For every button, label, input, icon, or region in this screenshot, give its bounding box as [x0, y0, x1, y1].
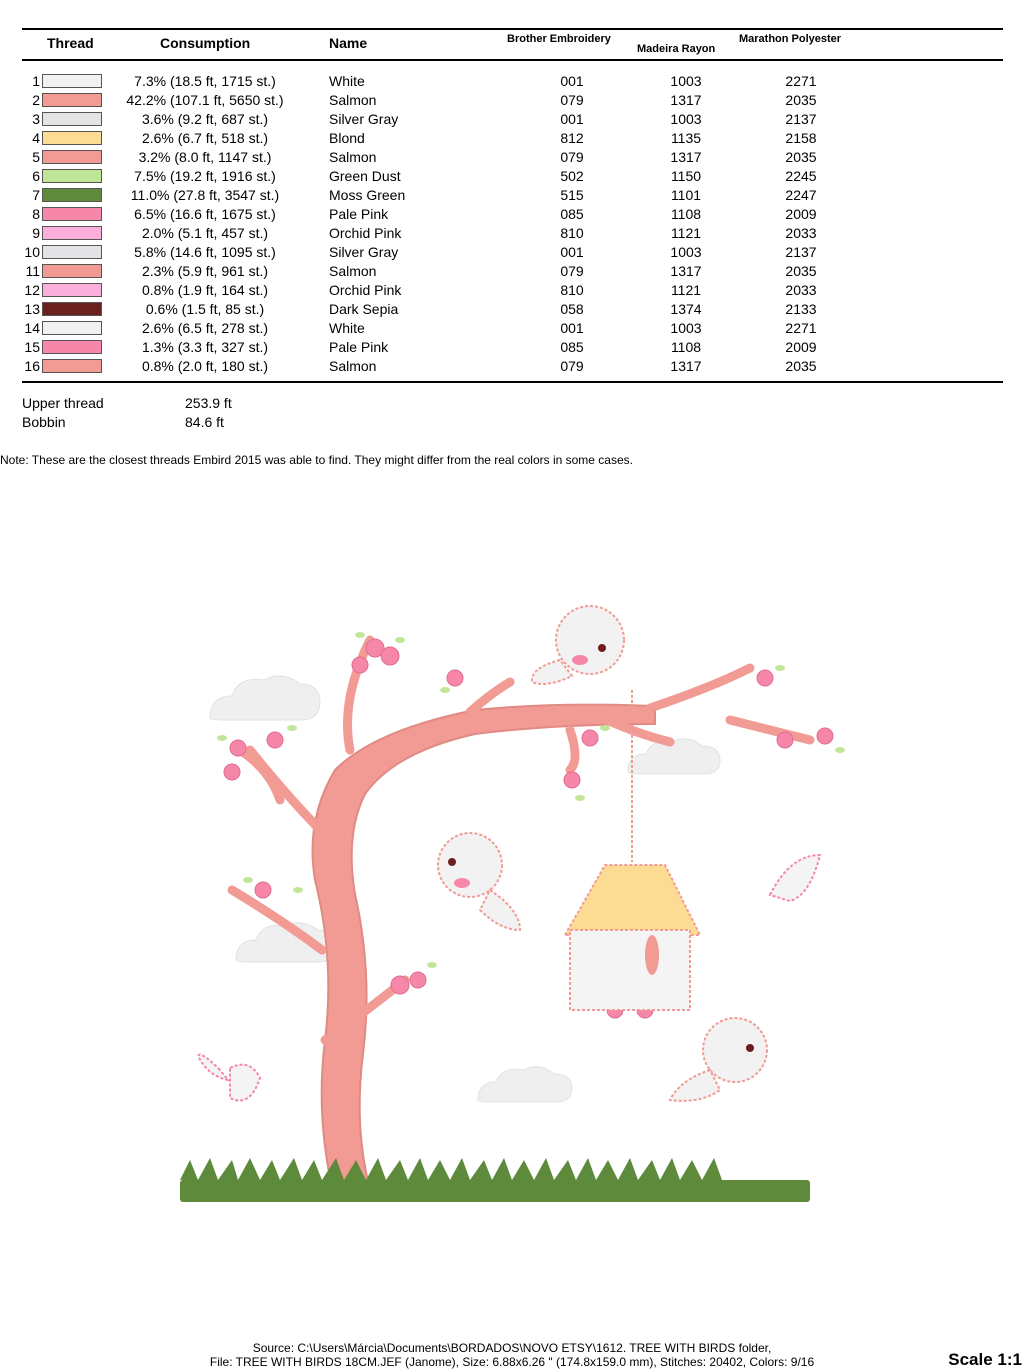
thread-row	[0, 300, 1024, 319]
header-bottom-rule	[22, 59, 1003, 61]
header-brother: Brother Embroidery	[507, 33, 611, 45]
brother-code: 001	[560, 244, 584, 260]
thread-consumption: 7.3% (18.5 ft, 1715 st.)	[134, 73, 276, 89]
thread-row	[0, 281, 1024, 300]
madeira-code: 1150	[670, 168, 702, 184]
thread-color-swatch	[42, 150, 102, 164]
marathon-code: 2137	[785, 111, 817, 127]
upper-thread-value: 253.9 ft	[185, 395, 232, 411]
thread-name: Dark Sepia	[329, 301, 399, 317]
thread-color-swatch	[42, 321, 102, 335]
thread-name: Orchid Pink	[329, 282, 402, 298]
thread-name: Salmon	[329, 358, 377, 374]
thread-color-swatch	[42, 112, 102, 126]
madeira-code: 1003	[670, 73, 702, 89]
madeira-code: 1003	[670, 111, 702, 127]
thread-color-swatch	[42, 169, 102, 183]
thread-color-swatch	[42, 207, 102, 221]
thread-row	[0, 338, 1024, 357]
marathon-code: 2035	[785, 263, 817, 279]
thread-consumption: 3.2% (8.0 ft, 1147 st.)	[138, 149, 272, 165]
thread-consumption: 2.6% (6.7 ft, 518 st.)	[141, 130, 269, 146]
thread-number: 5	[32, 149, 40, 165]
thread-name: Silver Gray	[329, 244, 399, 260]
thread-name: Pale Pink	[329, 206, 389, 222]
thread-consumption: 2.3% (5.9 ft, 961 st.)	[141, 263, 269, 279]
thread-number: 9	[32, 225, 40, 241]
thread-name: Moss Green	[329, 187, 406, 203]
thread-consumption: 11.0% (27.8 ft, 3547 st.)	[130, 187, 280, 203]
upper-thread-label: Upper thread	[22, 395, 104, 411]
thread-name: Green Dust	[329, 168, 401, 184]
marathon-code: 2009	[785, 206, 817, 222]
thread-number: 3	[32, 111, 40, 127]
thread-row	[0, 148, 1024, 167]
thread-number: 11	[25, 263, 40, 279]
thread-name: Salmon	[329, 263, 377, 279]
marathon-code: 2035	[785, 92, 817, 108]
brother-code: 810	[560, 225, 584, 241]
thread-color-swatch	[42, 245, 102, 259]
thread-row	[0, 129, 1024, 148]
thread-consumption: 42.2% (107.1 ft, 5650 st.)	[126, 92, 284, 108]
thread-row	[0, 72, 1024, 91]
thread-consumption: 2.0% (5.1 ft, 457 st.)	[141, 225, 269, 241]
brother-code: 812	[560, 130, 584, 146]
marathon-code: 2035	[785, 358, 817, 374]
brother-code: 810	[560, 282, 584, 298]
marathon-code: 2033	[785, 282, 817, 298]
grass	[180, 1158, 810, 1202]
brother-code: 502	[560, 168, 584, 184]
bobbin-label: Bobbin	[22, 414, 66, 430]
footer-source: Source: C:\Users\Márcia\Documents\BORDADOS\NOVO ETSY\1612. TREE WITH BIRDS folder,	[252, 1341, 772, 1355]
header-thread: Thread	[47, 35, 94, 51]
thread-consumption: 0.8% (1.9 ft, 164 st.)	[141, 282, 269, 298]
thread-row	[0, 319, 1024, 338]
thread-consumption: 1.3% (3.3 ft, 327 st.)	[141, 339, 269, 355]
thread-number: 14	[24, 320, 40, 336]
table-bottom-rule	[22, 381, 1003, 383]
thread-number: 12	[24, 282, 40, 298]
marathon-code: 2009	[785, 339, 817, 355]
brother-code: 001	[560, 320, 584, 336]
thread-color-swatch	[42, 340, 102, 354]
madeira-code: 1121	[670, 282, 702, 298]
thread-color-swatch	[42, 93, 102, 107]
madeira-code: 1003	[670, 320, 702, 336]
embroidery-design-image	[170, 600, 860, 1220]
thread-consumption: 0.8% (2.0 ft, 180 st.)	[141, 358, 269, 374]
thread-consumption: 6.5% (16.6 ft, 1675 st.)	[134, 206, 276, 222]
madeira-code: 1003	[670, 244, 702, 260]
thread-row	[0, 91, 1024, 110]
thread-row	[0, 243, 1024, 262]
thread-name: Orchid Pink	[329, 225, 402, 241]
thread-row	[0, 167, 1024, 186]
thread-consumption: 7.5% (19.2 ft, 1916 st.)	[134, 168, 276, 184]
thread-number: 7	[32, 187, 40, 203]
thread-name: White	[329, 73, 365, 89]
thread-name: White	[329, 320, 365, 336]
marathon-code: 2133	[785, 301, 817, 317]
thread-name: Silver Gray	[329, 111, 399, 127]
header-madeira: Madeira Rayon	[637, 43, 716, 55]
thread-color-swatch	[42, 188, 102, 202]
madeira-code: 1317	[670, 149, 702, 165]
thread-color-swatch	[42, 131, 102, 145]
thread-number: 13	[24, 301, 40, 317]
marathon-code: 2137	[785, 244, 817, 260]
footer-file-info: File: TREE WITH BIRDS 18CM.JEF (Janome), Size: 6.88x6.26 " (174.8x159.0 mm), Stitches: 20402, Colors: 9/16	[209, 1355, 815, 1369]
thread-color-swatch	[42, 226, 102, 240]
thread-color-swatch	[42, 302, 102, 316]
madeira-code: 1101	[670, 187, 702, 203]
brother-code: 001	[560, 73, 584, 89]
brother-code: 079	[560, 263, 584, 279]
marathon-code: 2271	[785, 73, 817, 89]
madeira-code: 1121	[670, 225, 702, 241]
brother-code: 515	[560, 187, 584, 203]
thread-color-swatch	[42, 74, 102, 88]
thread-consumption: 3.6% (9.2 ft, 687 st.)	[141, 111, 269, 127]
thread-name: Salmon	[329, 92, 377, 108]
scale-label: Scale 1:1	[948, 1350, 1022, 1369]
madeira-code: 1374	[670, 301, 702, 317]
thread-row	[0, 186, 1024, 205]
header-marathon: Marathon Polyester	[739, 33, 842, 45]
header-top-rule	[22, 28, 1003, 30]
thread-color-swatch	[42, 283, 102, 297]
thread-consumption: 0.6% (1.5 ft, 85 st.)	[145, 301, 265, 317]
madeira-code: 1317	[670, 358, 702, 374]
brother-code: 001	[560, 111, 584, 127]
thread-number: 2	[32, 92, 40, 108]
bobbin-value: 84.6 ft	[185, 414, 224, 430]
thread-number: 16	[24, 358, 40, 374]
madeira-code: 1317	[670, 92, 702, 108]
brother-code: 079	[560, 358, 584, 374]
thread-row	[0, 224, 1024, 243]
thread-name: Salmon	[329, 149, 377, 165]
marathon-code: 2247	[785, 187, 817, 203]
madeira-code: 1317	[670, 263, 702, 279]
thread-row	[0, 262, 1024, 281]
thread-row	[0, 110, 1024, 129]
marathon-code: 2158	[785, 130, 817, 146]
thread-row	[0, 205, 1024, 224]
brother-code: 079	[560, 149, 584, 165]
thread-number: 10	[24, 244, 40, 260]
thread-name: Blond	[329, 130, 365, 146]
header-name: Name	[329, 35, 368, 51]
thread-color-swatch	[42, 264, 102, 278]
thread-consumption: 2.6% (6.5 ft, 278 st.)	[141, 320, 269, 336]
brother-code: 085	[560, 206, 584, 222]
thread-color-swatch	[42, 359, 102, 373]
thread-number: 1	[32, 73, 40, 89]
thread-consumption: 5.8% (14.6 ft, 1095 st.)	[134, 244, 276, 260]
note-text: Note: These are the closest threads Embird 2015 was able to find. They might differ from the real colors in some cases.	[0, 453, 633, 467]
madeira-code: 1108	[670, 206, 702, 222]
thread-name: Pale Pink	[329, 339, 389, 355]
thread-row	[0, 357, 1024, 376]
brother-code: 079	[560, 92, 584, 108]
thread-number: 4	[32, 130, 40, 146]
thread-number: 15	[24, 339, 40, 355]
thread-number: 8	[32, 206, 40, 222]
brother-code: 058	[560, 301, 584, 317]
marathon-code: 2245	[785, 168, 817, 184]
thread-number: 6	[32, 168, 40, 184]
madeira-code: 1135	[670, 130, 702, 146]
madeira-code: 1108	[670, 339, 702, 355]
marathon-code: 2271	[785, 320, 817, 336]
brother-code: 085	[560, 339, 584, 355]
header-consumption: Consumption	[160, 35, 251, 51]
marathon-code: 2035	[785, 149, 817, 165]
marathon-code: 2033	[785, 225, 817, 241]
